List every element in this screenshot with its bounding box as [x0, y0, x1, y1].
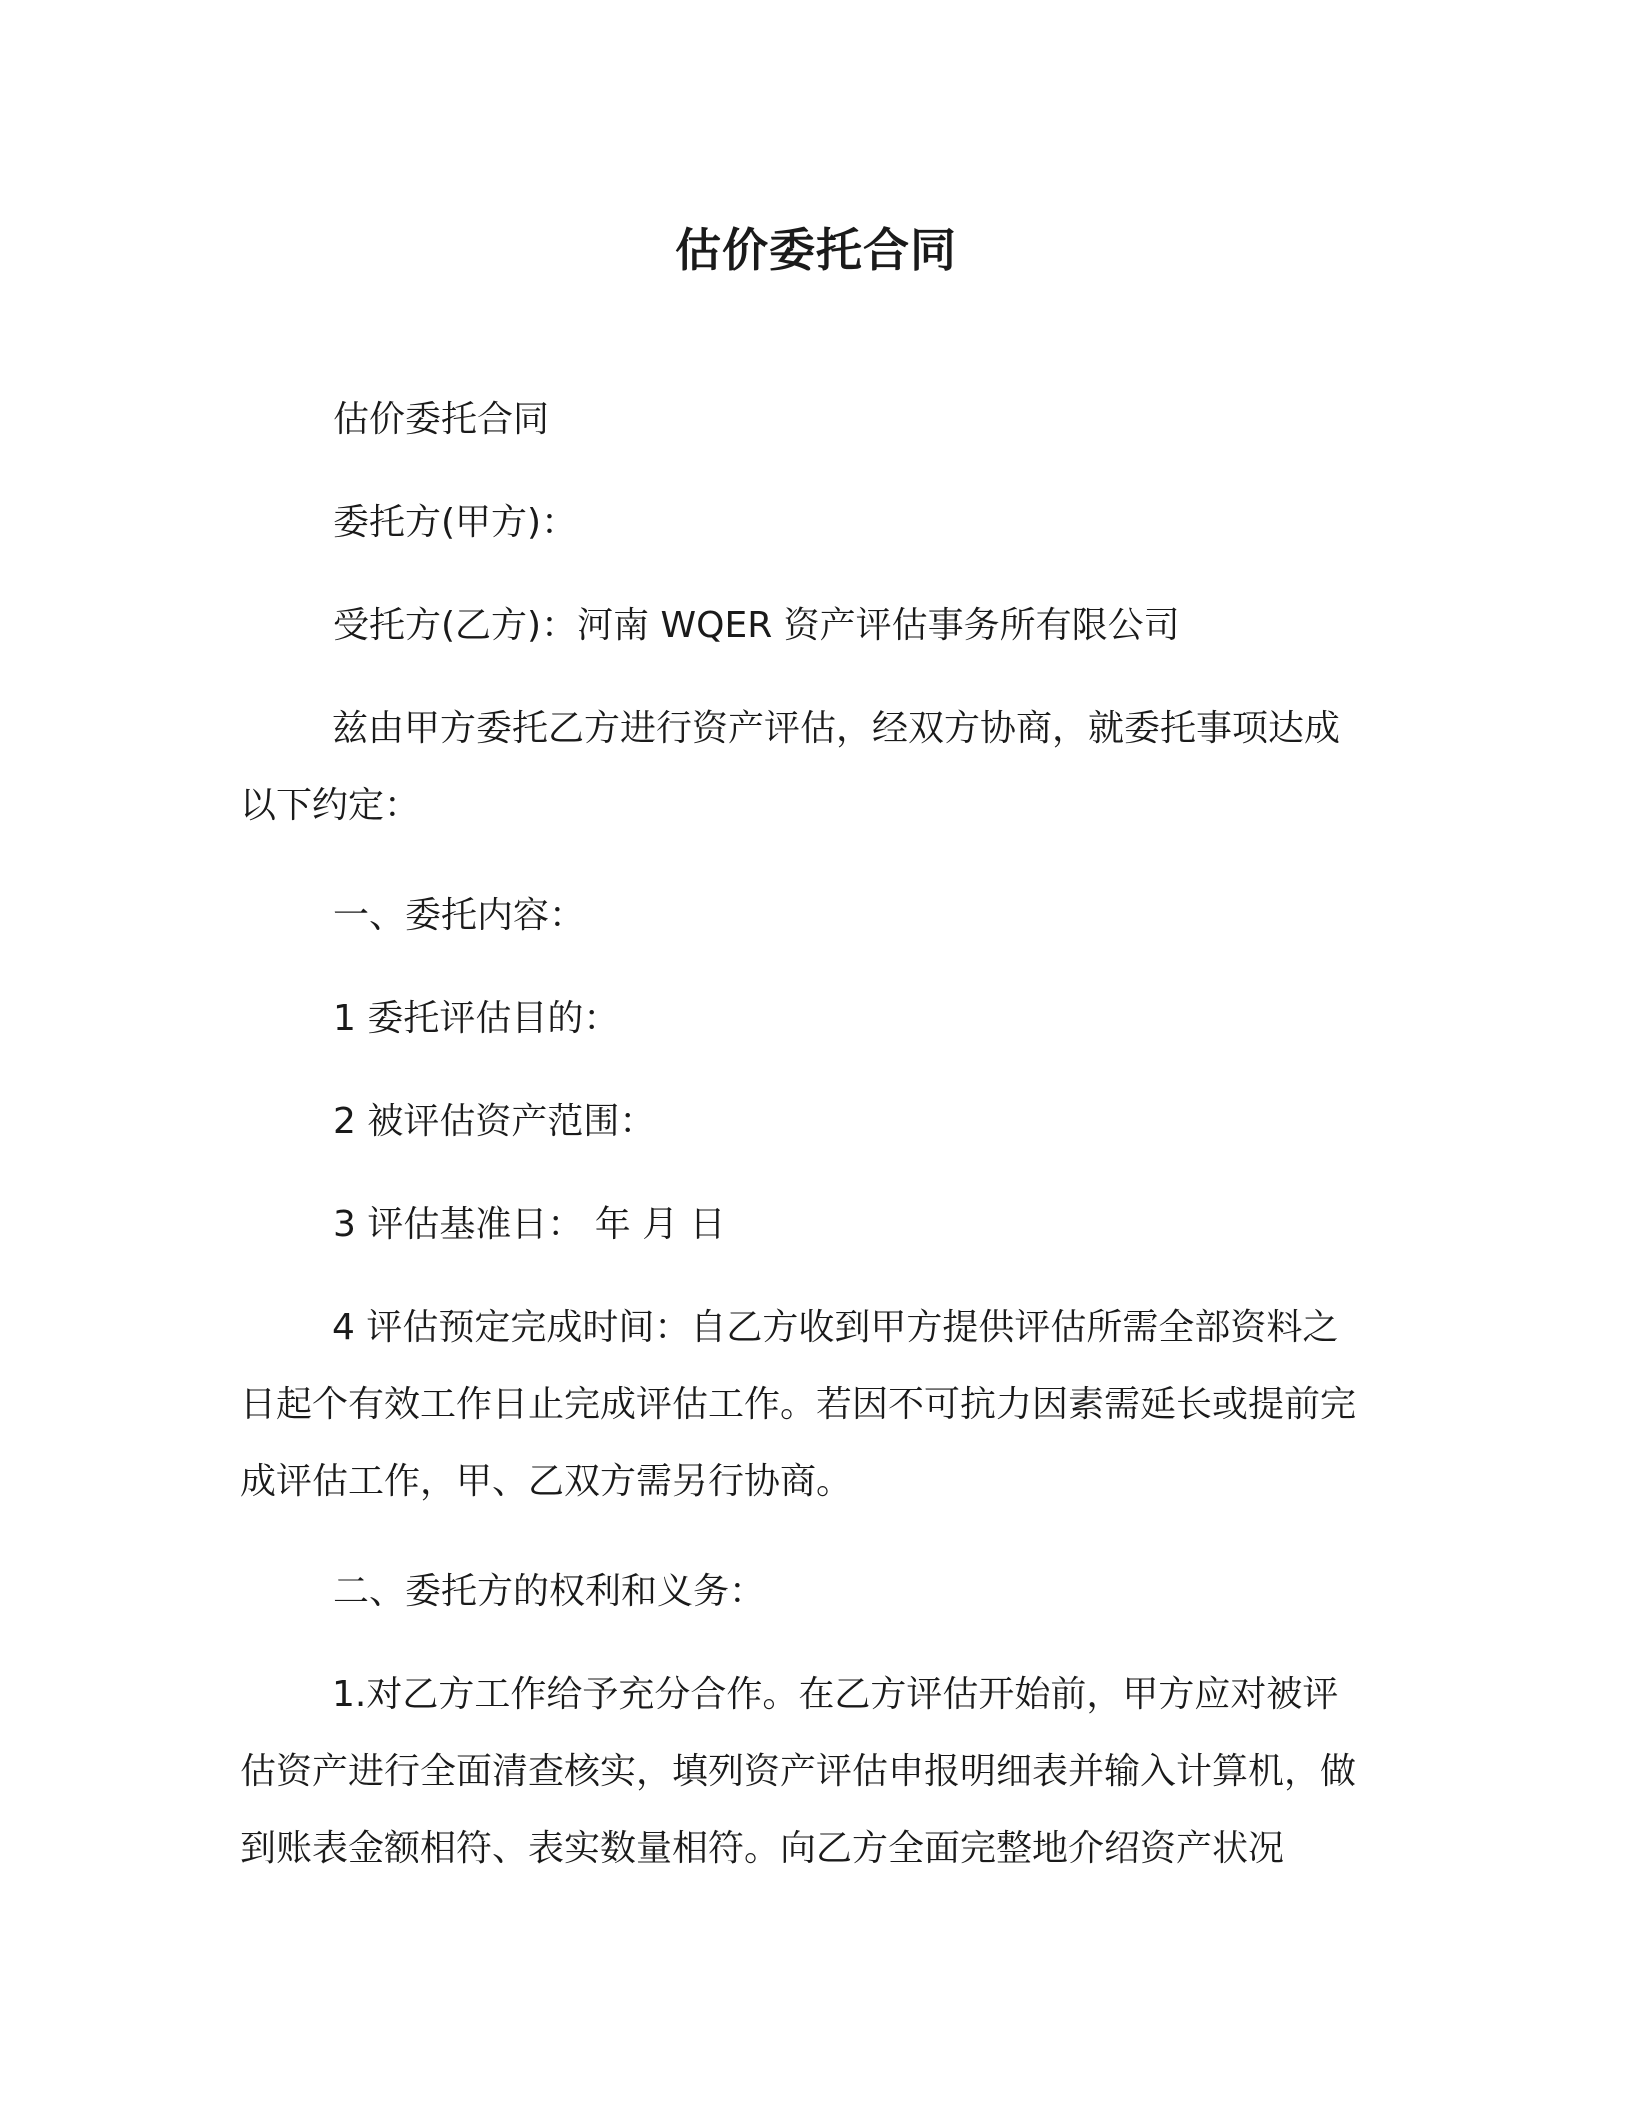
- clause-base-date: 3 评估基准日： 年 月 日: [333, 1204, 726, 1245]
- clause-completion-time: 4 评估预定完成时间：自乙方收到甲方提供评估所需全部资料之日起个有效工作日止完成评估工作。若因不可抗力因素需延长或提前完成评估工作，甲、乙双方需另行协商。: [240, 1307, 1357, 1502]
- paragraph-client: 委托方(甲方)：: [333, 502, 578, 543]
- section-heading-1: 一、委托内容：: [333, 895, 586, 936]
- clause-cooperation: 1.对乙方工作给予充分合作。在乙方评估开始前，甲方应对被评估资产进行全面清查核实，填列资产评估申报明细表并输入计算机，做到账表金额相符、表实数量相符。向乙方全面完整地介绍资产状况: [240, 1674, 1357, 1869]
- paragraph-heading: 估价委托合同: [333, 399, 550, 440]
- clause-purpose: 1 委托评估目的：: [333, 998, 620, 1039]
- document-title: 估价委托合同: [675, 223, 957, 277]
- paragraph-intro: 兹由甲方委托乙方进行资产评估，经双方协商，就委托事项达成以下约定：: [240, 708, 1341, 826]
- clause-scope: 2 被评估资产范围：: [333, 1101, 656, 1142]
- section-heading-2: 二、委托方的权利和义务：: [333, 1571, 766, 1612]
- paragraph-trustee: 受托方(乙方)：河南 WQER 资产评估事务所有限公司: [333, 605, 1180, 646]
